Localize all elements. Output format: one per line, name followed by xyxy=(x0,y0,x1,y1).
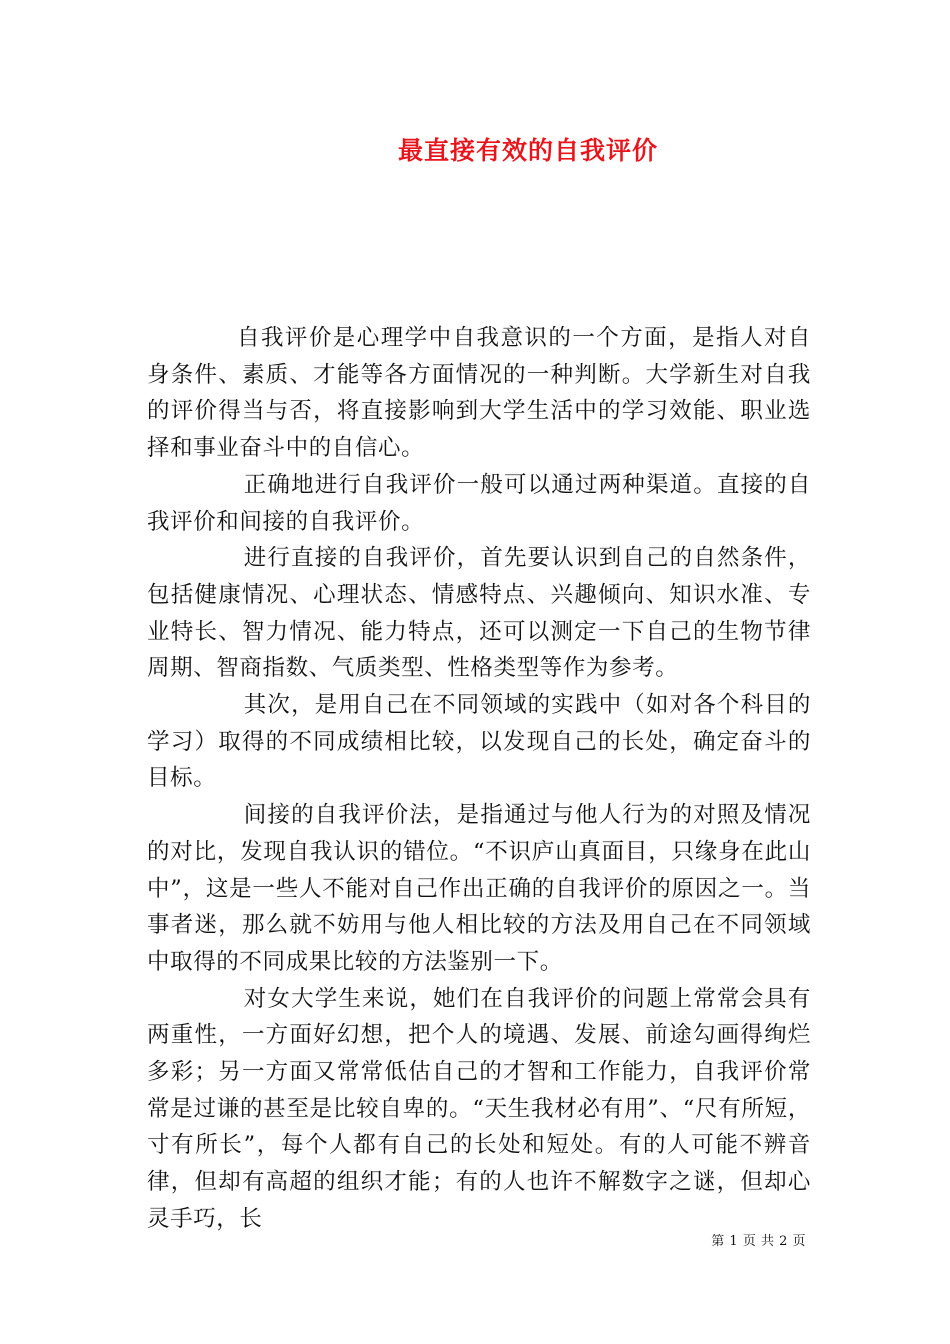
paragraph: 正确地进行自我评价一般可以通过两种渠道。直接的自我评价和间接的自我评价。 xyxy=(147,471,811,535)
paragraph: 进行直接的自我评价，首先要认识到自己的自然条件，包括健康情况、心理状态、情感特点、兴趣倾向、知识水准、专业特长、智力情况、能力特点，还可以测定一下自己的生物节律周期、智商指数、气质类型、性格类型等作为参考。 xyxy=(147,545,811,682)
page-number-footer: 第 1 页 共 2 页 xyxy=(711,1234,806,1249)
document-title: 最直接有效的自我评价 xyxy=(397,136,658,165)
paragraph: 间接的自我评价法，是指通过与他人行为的对照及情况的对比，发现自我认识的错位。“不识庐山真面目，只缘身在此山中”，这是一些人不能对自己作出正确的自我评价的原因之一。当事者迷，那么就不妨用与他人相比较的方法及用自己在不同领域中取得的不同成果比较的方法鉴别一下。 xyxy=(147,802,811,975)
paragraph: 其次，是用自己在不同领域的实践中（如对各个科目的学习）取得的不同成绩相比较，以发现自己的长处，确定奋斗的目标。 xyxy=(147,692,811,792)
paragraph: 对女大学生来说，她们在自我评价的问题上常常会具有两重性，一方面好幻想，把个人的境遇、发展、前途勾画得绚烂多彩；另一方面又常常低估自己的才智和工作能力，自我评价常常是过谦的甚至是比较自卑的。“天生我材必有用”、“尺有所短，寸有所长”，每个人都有自己的长处和短处。有的人可能不辨音律，但却有高超的组织才能；有的人也许不解数字之谜，但却心灵手巧，长 xyxy=(147,985,811,1232)
paragraph: 自我评价是心理学中自我意识的一个方面，是指人对自身条件、素质、才能等各方面情况的一种判断。大学新生对自我的评价得当与否，将直接影响到大学生活中的学习效能、职业选择和事业奋斗中的自信心。 xyxy=(147,325,811,462)
document-body xyxy=(147,320,811,1238)
